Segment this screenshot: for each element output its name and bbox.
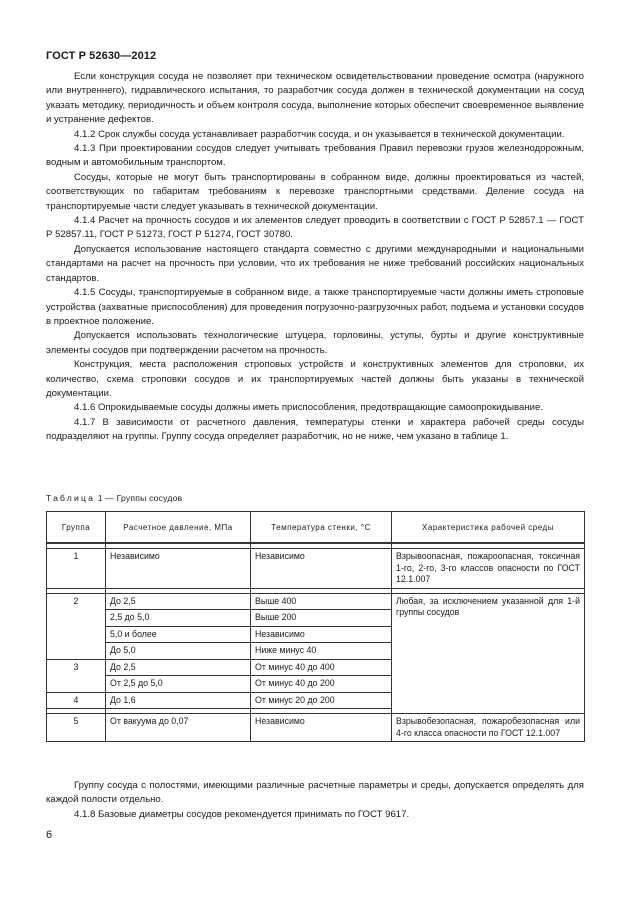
group-cell: 1 — [47, 549, 106, 589]
pressure-cell: До 5,0 — [106, 643, 251, 660]
vessel-groups-table — [46, 511, 585, 742]
paragraph: Сосуды, которые не могут быть транспортированы в собранном виде, должны проектироваться из частей, соответствующих по габаритам требованиям к перевозке транспортными средствами. Деление сосуда на транспортируемые части следует указывать в технической документации. — [46, 171, 584, 212]
pressure-cell: От 2,5 до 5,0 — [106, 676, 251, 693]
group-cell: 5 — [47, 714, 106, 742]
paragraph: Допускается использование настоящего стандарта совместно с другими международными и национальными стандартами на расчет на прочность при условии, что их требования не ниже требований российских национальных стандартов. — [46, 243, 584, 284]
temperature-cell: Выше 200 — [251, 610, 392, 627]
paragraph: 4.1.4 Расчет на прочность сосудов и их элементов следует проводить в соответствии с ГОСТ Р 52857.1 — ГОСТ Р 52857.11, ГОСТ Р 51273, ГОСТ Р 51274, ГОСТ 30780. — [46, 215, 584, 241]
group-cell: 3 — [47, 659, 106, 692]
paragraph: 4.1.2 Срок службы сосуда устанавливает разработчик сосуда, и он указывается в технической документации. — [74, 128, 565, 140]
characteristic-cell: Любая, за исключением указанной для 1-й группы сосудов — [392, 593, 585, 714]
body-text — [46, 70, 584, 445]
pressure-cell: Независимо — [106, 549, 251, 589]
temperature-cell: Независимо — [251, 714, 392, 742]
pressure-cell: До 2,5 — [106, 659, 251, 676]
paragraph: 4.1.7 В зависимости от расчетного давления, температуры стенки и характера рабочей среды сосуды подразделяют на группы. Группу сосуда определяет разработчик, но не ниже, чем указано в таблице 1. — [46, 416, 584, 443]
temperature-cell: Независимо — [251, 626, 392, 643]
table-caption-suffix: 1 — Группы сосудов — [95, 493, 183, 503]
temperature-cell: Ниже минус 40 — [251, 643, 392, 660]
temperature-cell: Независимо — [251, 549, 392, 589]
table-row — [47, 549, 585, 589]
column-header-characteristic: Характеристика рабочей среды — [392, 512, 585, 544]
table-caption-prefix: Таблица — [46, 493, 96, 503]
paragraph: 4.1.5 Сосуды, транспортируемые в собранном виде, а также транспортируемые части должны иметь строповые устройства (захватные приспособления) для проведения погрузочно-разгрузочных работ, подъема и установки сосудов в проектное положение. — [46, 287, 584, 327]
table-row — [47, 714, 585, 742]
temperature-cell: От минус 20 до 200 — [251, 692, 392, 709]
characteristic-cell: Взрывоопасная, пожароопасная, токсичная 1-го, 2-го, 3-го классов опасности по ГОСТ 12.1.007 — [392, 549, 585, 589]
pressure-cell: До 2,5 — [106, 593, 251, 610]
pressure-cell: От вакуума до 0,07 — [106, 714, 251, 742]
table-header-row — [47, 512, 585, 544]
temperature-cell: Выше 400 — [251, 593, 392, 610]
group-cell: 4 — [47, 692, 106, 709]
paragraph: Допускается использовать технологические штуцера, горловины, уступы, бурты и другие конструктивные элементы сосудов при подтверждении расчетом на прочность. — [46, 330, 584, 356]
pressure-cell: До 1,6 — [106, 692, 251, 709]
after-table-text — [46, 779, 584, 822]
paragraph: 4.1.3 При проектировании сосудов следует учитывать требования Правил перевозки грузов железнодорожным, водным и автомобильным транспортом. — [46, 143, 584, 169]
pressure-cell: 2,5 до 5,0 — [106, 610, 251, 627]
temperature-cell: От минус 40 до 200 — [251, 676, 392, 693]
pressure-cell: 5,0 и более — [106, 626, 251, 643]
paragraph: Группу сосуда с полостями, имеющими различные расчетные параметры и среды, допускается определять для каждой полости отдельно. — [46, 780, 584, 806]
page-number: 6 — [46, 829, 53, 841]
paragraph: 4.1.8 Базовые диаметры сосудов рекомендуется принимать по ГОСТ 9617. — [74, 808, 410, 820]
column-header-pressure: Расчетное давление, МПа — [106, 512, 251, 544]
characteristic-cell: Взрывобезопасная, пожаробезопасная или 4-го класса опасности по ГОСТ 12.1.007 — [392, 714, 585, 742]
paragraph: Конструкция, места расположения строповых устройств и конструктивных элементов для строповки, их количество, схема строповки сосудов и их транспортируемых частей должны быть указаны в технической документации. — [46, 359, 584, 399]
table-row — [47, 593, 585, 610]
group-cell: 2 — [47, 593, 106, 659]
paragraph: Если конструкция сосуда не позволяет при техническом освидетельствовании проведение осмотра (наружного или внутреннего), гидравлического испытания, то разработчик сосуда должен в технической документации на сосуд указать методику, периодичность и объем контроля сосуда, выполнение которых обеспечит своевременное выявление и устранение дефектов. — [46, 71, 584, 126]
paragraph: 4.1.6 Опрокидываемые сосуды должны иметь приспособления, предотвращающие самоопрокидывание. — [74, 402, 543, 414]
column-header-group: Группа — [47, 512, 106, 544]
temperature-cell: От минус 40 до 400 — [251, 659, 392, 676]
table-caption — [46, 493, 182, 503]
document-header: ГОСТ Р 52630—2012 — [46, 50, 157, 62]
column-header-temperature: Температура стенки, °С — [251, 512, 392, 544]
